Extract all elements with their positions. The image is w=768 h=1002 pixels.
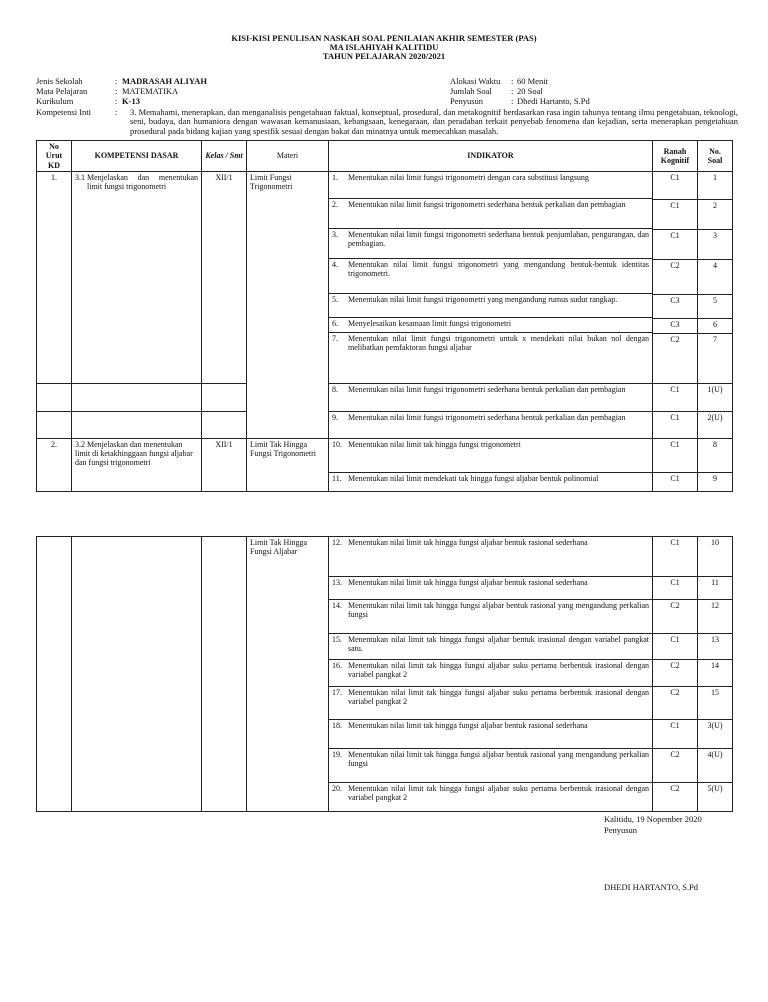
soal-number: 1(U) (698, 384, 733, 412)
empty-cell (37, 412, 72, 439)
indicator-number: 14. (332, 601, 342, 610)
ranah-value: C2 (670, 784, 680, 793)
kd-kelas: XII/1 (202, 172, 247, 384)
ranah-value: C2 (653, 260, 697, 295)
signature-name: DHEDI HARTANTO, S.Pd (604, 882, 699, 892)
jenis-sekolah-value: MADRASAH ALIYAH (122, 76, 207, 86)
kisi-kisi-table (36, 140, 733, 492)
empty-cell (37, 537, 72, 812)
kompetensi-inti-value: 3. Memahami, menerapkan, dan menganalisis pengetahuan faktual, konseptual, prosedural, dan metakognitif berdasarkan rasa ingin tahunya tentang ilmu pengetahuan, teknologi, seni, budaya, dan humaniora dengan wawasan kemanusiaan, kebangsaan, kenegaraan, dan peradaban terkait penyebab fenomena dan kejadian, serta menerapkan pengetahuan prosedural pada bidang kajian yang spesifik sesuai dengan bakat dan minatnya untuk memecahkan masalah. (130, 107, 738, 136)
indicator-text: Menentukan nilai limit tak hingga fungsi aljabar suku pertama berbentuk irasional dengan variabel pangkat 2 (348, 688, 649, 707)
kisi-kisi-table-continued (36, 536, 733, 812)
ranah-cell (653, 172, 698, 384)
colon: : (511, 96, 514, 106)
indicator-number: 10. (332, 440, 342, 449)
table-header-row (37, 141, 733, 172)
indicator-number: 1. (332, 173, 338, 182)
indicator-number: 11. (332, 474, 342, 483)
list-item (329, 229, 652, 259)
list-item (329, 412, 653, 439)
ranah-value: C1 (653, 473, 698, 492)
ranah-value: C2 (653, 600, 697, 634)
list-item (329, 259, 652, 294)
indicator-number: 15. (332, 635, 342, 644)
document-title: KISI-KISI PENULISAN NASKAH SOAL PENILAIAN AKHIR SEMESTER (PAS) (231, 33, 537, 43)
soal-number: 8 (698, 439, 733, 473)
kd-number: 2. (37, 439, 72, 492)
soal-number: 13 (698, 634, 732, 660)
ranah-cell (653, 537, 698, 812)
indicator-number: 19. (332, 750, 342, 759)
colon: : (115, 86, 118, 96)
indicator-number: 5. (332, 295, 338, 304)
empty-cell (37, 384, 72, 412)
soal-number: 10 (698, 537, 732, 577)
soal-number: 5(U) (707, 784, 723, 793)
list-item (329, 634, 652, 660)
ranah-value: C1 (653, 172, 697, 200)
indicator-text: Menentukan nilai limit fungsi trigonometri sederhana bentuk penjumlahan, pengurangan, dan pembagian. (348, 230, 649, 249)
indicator-text: Menentukan nilai limit tak hingga fungsi aljabar bentuk rasional yang mengandung perkalian fungsi (348, 750, 649, 769)
soal-number: 3 (698, 230, 732, 260)
column-header-ranah-kognitif: Ranah Kognitif (653, 141, 698, 172)
indicator-number: 18. (332, 721, 342, 730)
soal-number: 2 (698, 200, 732, 230)
ranah-value: C1 (653, 634, 697, 660)
indicator-number: 17. (332, 688, 342, 697)
indicator-number: 16. (332, 661, 342, 670)
kd-materi: Limit Fungsi Trigonometri (247, 172, 329, 439)
empty-cell (202, 412, 247, 439)
indicator-text: Menentukan nilai limit fungsi trigonometri sederhana bentuk perkalian dan pembagian (348, 413, 626, 422)
column-header-no-soal: No. Soal (698, 141, 733, 172)
soal-number: 2(U) (698, 412, 733, 439)
kd-materi: Limit Tak Hingga Fungsi Trigonometri (247, 439, 329, 492)
indicator-text: Menentukan nilai limit fungsi trigonometri yang mengandung rumus sudut rangkap. (348, 295, 618, 304)
kd-code: 3.1 (75, 173, 85, 182)
list-item (329, 439, 653, 473)
indicator-text: Menentukan nilai limit mendekati tak hingga fungsi aljabar bentuk polinomial (348, 474, 599, 483)
soal-number: 1 (698, 172, 732, 200)
indicator-text: Menentukan nilai limit tak hingga fungsi aljabar bentuk rasional sederhana (348, 538, 588, 547)
indicator-number: 4. (332, 260, 338, 269)
alokasi-waktu-label: Alokasi Waktu (450, 76, 501, 86)
soal-number: 12 (698, 600, 732, 634)
colon: : (511, 86, 514, 96)
list-item (329, 687, 652, 720)
ranah-value: C2 (653, 687, 697, 720)
empty-cell (72, 537, 202, 812)
column-header-kompetensi-dasar: KOMPETENSI DASAR (72, 141, 202, 172)
ranah-value: C3 (653, 319, 697, 334)
table-row (37, 439, 733, 473)
list-item (329, 600, 652, 634)
soal-number: 7 (713, 335, 717, 344)
list-item (329, 294, 652, 318)
ranah-value: C2 (653, 660, 697, 687)
indicator-number: 8. (332, 385, 338, 394)
list-item (329, 333, 652, 359)
indicator-text: Menentukan nilai limit tak hingga fungsi aljabar bentuk rasional sederhana (348, 721, 588, 730)
indicator-text: Menentukan nilai limit tak hingga fungsi aljabar bentuk rasional yang mengandung perkalian fungsi (348, 601, 649, 620)
indicator-number: 9. (332, 413, 338, 422)
list-item (329, 318, 652, 333)
indicator-text: Menentukan nilai limit fungsi trigonometri untuk x mendekati nilai bukan nol dengan melibatkan pemfaktoran fungsi aljabar (348, 334, 649, 353)
colon: : (511, 76, 514, 86)
kd-number: 1. (37, 172, 72, 384)
soal-number: 15 (698, 687, 732, 720)
kurikulum-label: Kurikulum (36, 96, 74, 106)
soal-number: 4(U) (698, 749, 732, 783)
school-name: MA ISLAHIYAH KALITIDU (329, 42, 439, 52)
kompetensi-inti-label: Kompetensi Inti (36, 107, 92, 117)
soal-number: 11 (698, 577, 732, 600)
signature-place-date: Kalitidu, 19 Nopember 2020 (604, 814, 702, 824)
table-row (37, 537, 733, 812)
kd-description (72, 172, 202, 384)
indicator-text: Menentukan nilai limit tak hingga fungsi aljabar bentuk rasional sederhana (348, 578, 588, 587)
soal-number: 14 (698, 660, 732, 687)
mata-pelajaran-label: Mata Pelajaran (36, 86, 88, 96)
indicator-text: Menentukan nilai limit tak hingga fungsi trigonometri (348, 440, 521, 449)
indicator-number: 12. (332, 538, 342, 547)
column-header-kelas: Kelas / Smt (202, 141, 247, 172)
list-item (329, 473, 653, 492)
soal-number: 4 (698, 260, 732, 295)
empty-cell (202, 384, 247, 412)
list-item (329, 384, 653, 412)
indicator-number: 7. (332, 334, 338, 343)
ranah-value: C1 (653, 384, 698, 412)
soal-cell (698, 172, 733, 384)
alokasi-waktu-value: 60 Menit (517, 76, 548, 86)
ranah-value: C1 (653, 230, 697, 260)
soal-number: 6 (698, 319, 732, 334)
indicator-cell (329, 172, 653, 384)
ranah-value: C1 (653, 412, 698, 439)
mata-pelajaran-value: MATEMATIKA (122, 86, 179, 96)
soal-cell (698, 537, 733, 812)
ranah-value: C2 (653, 749, 697, 783)
ranah-value: C1 (653, 577, 697, 600)
indicator-text: Menyelesaikan kesamaan limit fungsi trigonometri (348, 319, 512, 328)
colon: : (115, 76, 118, 86)
indicator-number: 2. (332, 200, 338, 209)
ranah-value: C1 (653, 720, 697, 749)
penyusun-value: Dhedi Hartanto, S.Pd (517, 96, 590, 106)
kd-kelas: XII/1 (202, 439, 247, 492)
ranah-value: C1 (653, 200, 697, 230)
soal-number: 5 (698, 295, 732, 319)
indicator-number: 3. (332, 230, 338, 239)
table-row (37, 172, 733, 384)
indicator-text: Menentukan nilai limit tak hingga fungsi aljabar suku pertama berbentuk irasional dengan variabel pangkat 2 (348, 784, 649, 803)
column-header-no-urut: No Urut KD (37, 141, 72, 172)
penyusun-label: Penyusun (450, 96, 484, 106)
indicator-number: 13. (332, 578, 342, 587)
list-item (329, 537, 652, 577)
kd-description: 3.2 Menjelaskan dan menentukan limit di ketakhinggaan fungsi aljabar dan fungsi trigonometri (72, 439, 202, 492)
jumlah-soal-label: Jumlah Soal (450, 86, 492, 96)
kd-materi: Limit Tak Hingga Fungsi Aljabar (247, 537, 329, 812)
empty-cell (202, 537, 247, 812)
indicator-text: Menentukan nilai limit fungsi trigonometri yang mengandung bentuk-bentuk identitas trigonometri. (348, 260, 649, 279)
list-item (329, 783, 652, 811)
list-item (329, 172, 652, 199)
list-item (329, 577, 652, 600)
jumlah-soal-value: 20 Soal (517, 86, 543, 96)
colon: : (115, 96, 118, 106)
column-header-materi: Materi (247, 141, 329, 172)
empty-cell (72, 384, 202, 412)
soal-number: 3(U) (698, 720, 732, 749)
jenis-sekolah-label: Jenis Sekolah (36, 76, 83, 86)
academic-year: TAHUN PELAJARAN 2020/2021 (322, 51, 446, 61)
colon: : (115, 107, 118, 117)
indicator-text: Menentukan nilai limit tak hingga fungsi aljabar suku pertama berbentuk irasional dengan variabel pangkat 2 (348, 661, 649, 680)
indicator-number: 20. (332, 784, 342, 793)
indicator-text: Menentukan nilai limit fungsi trigonometri sederhana bentuk perkalian dan pembagian (348, 385, 626, 394)
signature-role: Penyusun (604, 825, 638, 835)
table-row (37, 412, 733, 439)
indicator-number: 6. (332, 319, 338, 328)
list-item (329, 660, 652, 687)
indicator-cell (329, 537, 653, 812)
indicator-text: Menentukan nilai limit tak hingga fungsi aljabar bentuk irasional dengan variabel pangkat satu. (348, 635, 649, 654)
ranah-value: C1 (653, 537, 697, 577)
ranah-value: C1 (653, 439, 698, 473)
indicator-text: Menentukan nilai limit fungsi trigonometri sederhana bentuk perkalian dan pembagian (348, 200, 626, 209)
kd-text: Menjelaskan dan menentukan limit fungsi trigonometri (87, 173, 198, 192)
soal-number: 9 (698, 473, 733, 492)
ranah-value: C3 (653, 295, 697, 319)
list-item (329, 199, 652, 229)
list-item (329, 720, 652, 749)
indicator-text: Menentukan nilai limit fungsi trigonometri dengan cara substitusi langsung (348, 173, 589, 182)
ranah-value: C2 (670, 335, 680, 344)
list-item (329, 749, 652, 783)
empty-cell (72, 412, 202, 439)
table-row (37, 384, 733, 412)
kurikulum-value: K-13 (122, 96, 140, 106)
column-header-indikator: INDIKATOR (329, 141, 653, 172)
